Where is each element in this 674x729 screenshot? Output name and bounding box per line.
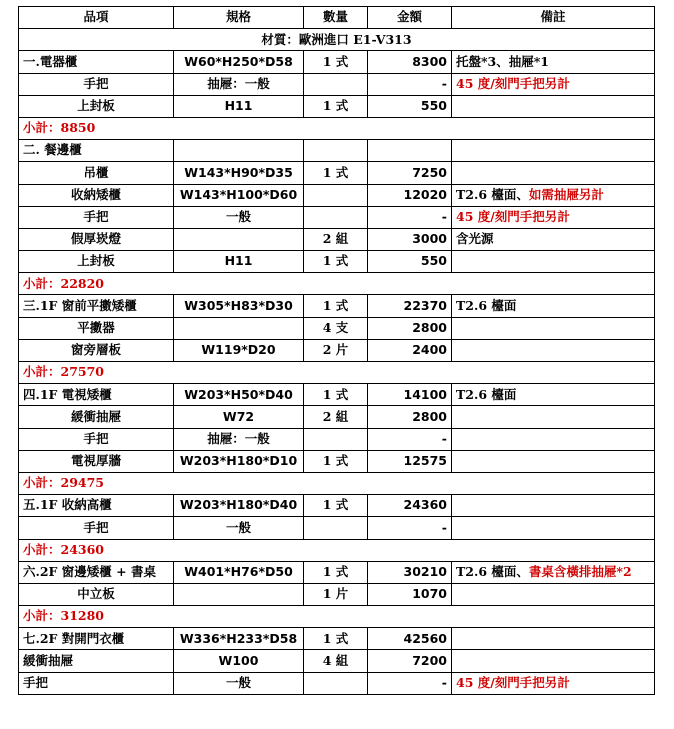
item-amount: 7250 [368, 162, 452, 184]
note-cell [452, 73, 655, 95]
material-row [19, 29, 655, 51]
item-name: 手把 [19, 672, 174, 694]
note-cell [452, 672, 655, 694]
item-amount: 550 [368, 251, 452, 273]
item-spec: W60*H250*D58 [174, 51, 304, 73]
subtotal-label: 小計：27570 [19, 362, 655, 384]
item-qty: 4 支 [304, 317, 368, 339]
item-amount: - [368, 672, 452, 694]
note-text: 如需抽屜另計 [528, 186, 604, 202]
header-qty: 數量 [304, 7, 368, 29]
note-cell [452, 561, 655, 583]
table-row [19, 206, 655, 228]
note-cell [452, 650, 655, 672]
item-name: 一.電器櫃 [19, 51, 174, 73]
item-spec: W143*H100*D60 [174, 184, 304, 206]
item-amount: 2800 [368, 406, 452, 428]
item-name: 手把 [19, 73, 174, 95]
item-name: 手把 [19, 428, 174, 450]
subtotal-row [19, 362, 655, 384]
note-cell [452, 406, 655, 428]
quote-table [18, 6, 655, 695]
item-amount: 12020 [368, 184, 452, 206]
item-spec: W203*H180*D10 [174, 450, 304, 472]
item-spec: W72 [174, 406, 304, 428]
item-spec: 一般 [174, 206, 304, 228]
item-name: 四.1F 電視矮櫃 [19, 384, 174, 406]
note-cell [452, 251, 655, 273]
item-spec: 抽屜：一般 [174, 73, 304, 95]
item-spec [174, 317, 304, 339]
item-name: 上封板 [19, 251, 174, 273]
header-item: 品項 [19, 7, 174, 29]
item-amount: - [368, 73, 452, 95]
item-spec: W203*H180*D40 [174, 495, 304, 517]
note-text: 45 度/刻門手把另計 [456, 75, 570, 91]
subtotal-row [19, 539, 655, 561]
item-qty: 1 式 [304, 51, 368, 73]
note-cell [452, 339, 655, 361]
item-name: 二. 餐邊櫃 [19, 140, 174, 162]
table-row [19, 406, 655, 428]
header-note: 備註 [452, 7, 655, 29]
item-qty: 1 式 [304, 295, 368, 317]
header-row [19, 7, 655, 29]
item-spec: W143*H90*D35 [174, 162, 304, 184]
note-cell [452, 384, 655, 406]
item-amount: 22370 [368, 295, 452, 317]
subtotal-row [19, 273, 655, 295]
item-name: 三.1F 窗前平擻矮櫃 [19, 295, 174, 317]
subtotal-label: 小計：22820 [19, 273, 655, 295]
item-qty [304, 184, 368, 206]
item-qty [304, 206, 368, 228]
item-amount: - [368, 206, 452, 228]
item-qty: 1 式 [304, 495, 368, 517]
item-qty [304, 672, 368, 694]
note-cell [452, 317, 655, 339]
item-spec [174, 228, 304, 250]
subtotal-label: 小計：31280 [19, 606, 655, 628]
item-amount: 550 [368, 95, 452, 117]
item-qty: 2 片 [304, 339, 368, 361]
material-label: 材質：歐洲進口 E1-V313 [19, 29, 655, 51]
item-spec: 一般 [174, 672, 304, 694]
section-title-row [19, 51, 655, 73]
note-cell [452, 184, 655, 206]
table-row [19, 672, 655, 694]
item-name: 六.2F 窗邊矮櫃 + 書桌 [19, 561, 174, 583]
item-amount: 12575 [368, 450, 452, 472]
note-cell [452, 95, 655, 117]
item-spec: H11 [174, 251, 304, 273]
table-row [19, 450, 655, 472]
note-cell [452, 628, 655, 650]
note-cell [452, 206, 655, 228]
item-qty [304, 517, 368, 539]
item-name: 緩衝抽屜 [19, 650, 174, 672]
note-text: T2.6 檯面、 [456, 564, 529, 580]
item-amount: 7200 [368, 650, 452, 672]
note-cell [452, 450, 655, 472]
table-row [19, 428, 655, 450]
item-spec: W305*H83*D30 [174, 295, 304, 317]
item-name: 平擻器 [19, 317, 174, 339]
note-text: 45 度/刻門手把另計 [456, 674, 570, 690]
item-amount: 2400 [368, 339, 452, 361]
subtotal-row [19, 606, 655, 628]
item-name: 上封板 [19, 95, 174, 117]
item-amount: 8300 [368, 51, 452, 73]
section-title-row [19, 384, 655, 406]
item-spec: W119*D20 [174, 339, 304, 361]
note-cell [452, 428, 655, 450]
item-amount: 2800 [368, 317, 452, 339]
item-amount: 3000 [368, 228, 452, 250]
item-spec: H11 [174, 95, 304, 117]
table-row [19, 251, 655, 273]
item-spec: W401*H76*D50 [174, 561, 304, 583]
item-name: 緩衝抽屜 [19, 406, 174, 428]
item-name: 電視厚牆 [19, 450, 174, 472]
subtotal-row [19, 117, 655, 139]
note-cell [452, 517, 655, 539]
item-spec: 抽屜：一般 [174, 428, 304, 450]
table-row [19, 95, 655, 117]
note-text: 45 度/刻門手把另計 [456, 209, 570, 225]
table-row [19, 583, 655, 605]
item-qty [304, 428, 368, 450]
item-amount: 24360 [368, 495, 452, 517]
note-text: 書桌含橫排抽屜*2 [528, 564, 632, 580]
item-spec [174, 140, 304, 162]
header-amount: 金額 [368, 7, 452, 29]
subtotal-row [19, 472, 655, 494]
item-spec: 一般 [174, 517, 304, 539]
item-name: 吊櫃 [19, 162, 174, 184]
item-qty [304, 140, 368, 162]
section-title-row [19, 628, 655, 650]
item-amount: 14100 [368, 384, 452, 406]
item-name: 假厚崁燈 [19, 228, 174, 250]
table-row [19, 162, 655, 184]
item-qty: 1 式 [304, 561, 368, 583]
table-row [19, 228, 655, 250]
item-name: 窗旁層板 [19, 339, 174, 361]
table-row [19, 650, 655, 672]
item-name: 手把 [19, 517, 174, 539]
item-amount: - [368, 428, 452, 450]
section-title-row [19, 495, 655, 517]
item-qty: 4 組 [304, 650, 368, 672]
header-spec: 規格 [174, 7, 304, 29]
note-text: T2.6 檯面 [456, 297, 517, 313]
item-qty: 1 式 [304, 251, 368, 273]
note-text: T2.6 檯面 [456, 386, 517, 402]
item-amount: 30210 [368, 561, 452, 583]
item-qty: 1 式 [304, 628, 368, 650]
section-title-row [19, 140, 655, 162]
item-amount: - [368, 517, 452, 539]
subtotal-label: 小計：8850 [19, 117, 655, 139]
table-row [19, 184, 655, 206]
note-cell [452, 583, 655, 605]
section-title-row [19, 295, 655, 317]
item-amount [368, 140, 452, 162]
item-qty: 1 式 [304, 384, 368, 406]
note-cell [452, 495, 655, 517]
item-name: 五.1F 收納高櫃 [19, 495, 174, 517]
item-qty: 2 組 [304, 406, 368, 428]
item-spec: W100 [174, 650, 304, 672]
item-amount: 1070 [368, 583, 452, 605]
item-name: 手把 [19, 206, 174, 228]
note-text: 含光源 [456, 231, 494, 247]
item-spec: W336*H233*D58 [174, 628, 304, 650]
note-cell [452, 51, 655, 73]
item-qty: 1 式 [304, 450, 368, 472]
note-text: T2.6 檯面、 [456, 186, 529, 202]
note-cell [452, 140, 655, 162]
subtotal-label: 小計：24360 [19, 539, 655, 561]
item-spec [174, 583, 304, 605]
item-qty: 2 組 [304, 228, 368, 250]
note-cell [452, 162, 655, 184]
table-row [19, 73, 655, 95]
note-cell [452, 228, 655, 250]
table-row [19, 317, 655, 339]
item-qty [304, 73, 368, 95]
item-qty: 1 式 [304, 95, 368, 117]
table-row [19, 339, 655, 361]
item-spec: W203*H50*D40 [174, 384, 304, 406]
item-qty: 1 片 [304, 583, 368, 605]
item-amount: 42560 [368, 628, 452, 650]
item-name: 中立板 [19, 583, 174, 605]
table-row [19, 517, 655, 539]
note-text: 托盤*3、抽屜*1 [456, 53, 549, 69]
item-name: 七.2F 對開門衣櫃 [19, 628, 174, 650]
section-title-row [19, 561, 655, 583]
item-qty: 1 式 [304, 162, 368, 184]
item-name: 收納矮櫃 [19, 184, 174, 206]
subtotal-label: 小計：29475 [19, 472, 655, 494]
note-cell [452, 295, 655, 317]
